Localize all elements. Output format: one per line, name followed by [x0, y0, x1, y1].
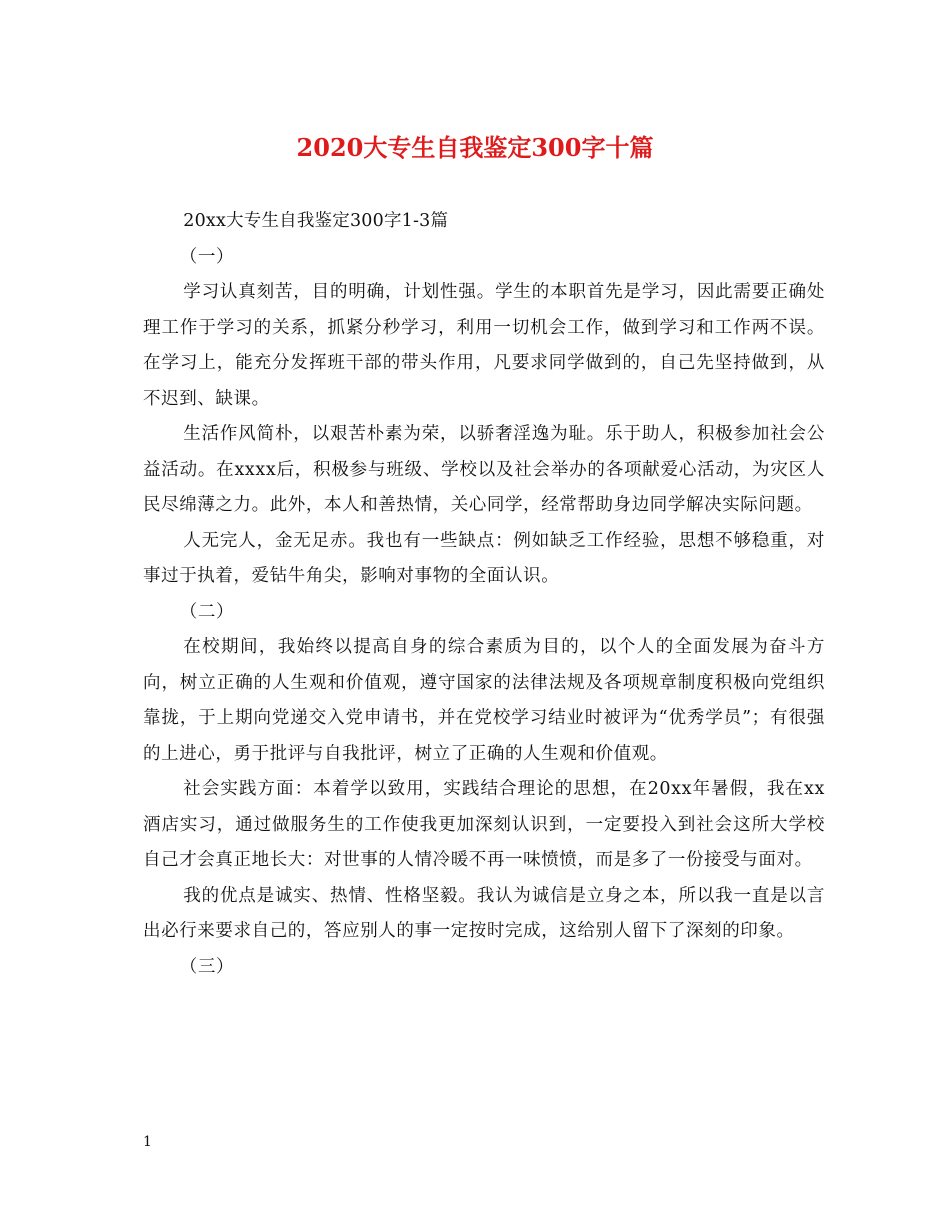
page-number: 1 — [143, 1134, 152, 1150]
section-marker-3: （三） — [179, 956, 235, 977]
paragraph: 我的优点是诚实、热情、性格坚毅。我认为诚信是立身之本，所以我一直是以言出必行来要求自己的，答应别人的事一定按时完成，这给别人留下了深刻的印象。 — [143, 885, 825, 941]
paragraph: 学习认真刻苦，目的明确，计划性强。学生的本职首先是学习，因此需要正确处理工作于学习的关系，抓紧分秒学习，利用一切机会工作，做到学习和工作两不误。在学习上，能充分发挥班干部的带头作用，凡要求同学做到的，自己先坚持做到，从不迟到、缺课。 — [143, 282, 825, 409]
paragraph: 人无完人，金无足赤。我也有一些缺点：例如缺乏工作经验，思想不够稳重，对事过于执着，爱钻牛角尖，影响对事物的全面认识。 — [143, 530, 825, 586]
section-marker-2: （二） — [179, 601, 235, 622]
paragraph: 在校期间，我始终以提高自身的综合素质为目的，以个人的全面发展为奋斗方向，树立正确的人生观和价值观，遵守国家的法律法规及各项规章制度积极向党组织靠拢，于上期向党递交入党申请书，并在党校学习结业时被评为“优秀学员”；有很强的上进心，勇于批评与自我批评，树立了正确的人生观和价值观。 — [143, 637, 825, 764]
section-heading: 20xx大专生自我鉴定300字1-3篇 — [183, 211, 449, 231]
paragraph: 社会实践方面：本着学以致用，实践结合理论的思想，在20xx年暑假，我在xx酒店实习，通过做服务生的工作使我更加深刻认识到，一定要投入到社会这所大学校自己才会真正地长大：对世事的人情冷暖不再一味愤愤，而是多了一份接受与面对。 — [143, 779, 825, 870]
document-body — [143, 204, 825, 985]
document-title: 2020大专生自我鉴定300字十篇 — [296, 133, 654, 162]
section-marker-1: （一） — [179, 246, 235, 267]
paragraph: 生活作风简朴，以艰苦朴素为荣，以骄奢淫逸为耻。乐于助人，积极参加社会公益活动。在xxxx后，积极参与班级、学校以及社会举办的各项献爱心活动，为灾区人民尽绵薄之力。此外，本人和善热情，关心同学，经常帮助身边同学解决实际问题。 — [143, 424, 825, 515]
